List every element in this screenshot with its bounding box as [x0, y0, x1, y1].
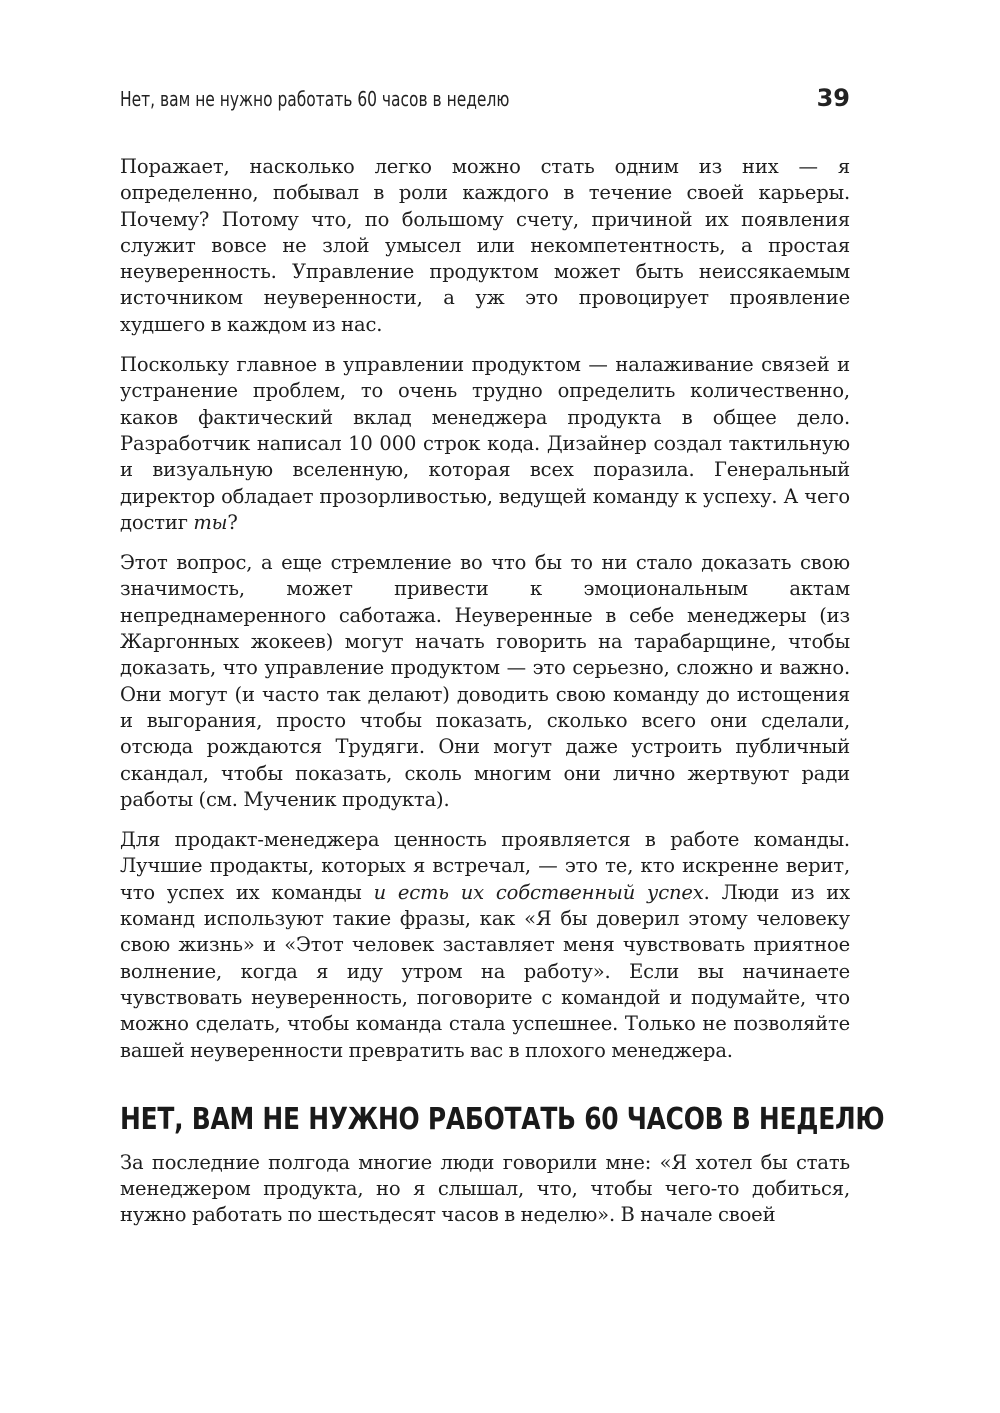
section-heading: НЕТ, ВАМ НЕ НУЖНО РАБОТАТЬ 60 ЧАСОВ В НЕДЕЛЮ — [120, 1101, 885, 1137]
running-title: Нет, вам не нужно работать 60 часов в неделю — [120, 87, 510, 111]
text-run: ? — [227, 510, 238, 534]
italic-phrase: ты — [193, 510, 228, 534]
book-page — [120, 84, 885, 1243]
text-run: . Люди из их команд используют такие фразы, как «Я бы доверил этому человеку свою жизнь» и «Этот человек заставляет меня чувствовать приятное волнение, когда я иду утром на работу». Если вы начинаете чувствовать неуверенность, поговорите с командой и подумайте, что можно сделать, чтобы команда стала успешнее. Только не позволяйте вашей неуверенности превратить вас в плохого менеджера. — [120, 880, 851, 1062]
section-paragraph-1 — [120, 1150, 850, 1229]
paragraph-4 — [120, 827, 850, 1064]
text-run: Поражает, насколько легко можно стать одним из них — я определенно, побывал в роли каждого в течение своей карьеры. Почему? Потому что, по большому счету, причиной их появления служит вовсе не злой умысел или некомпетентность, а простая неуверенность. Управление продуктом может быть неиссякаемым источником неуверенности, а уж это провоцирует проявление худшего в каждом из нас. — [120, 155, 850, 336]
paragraph-1 — [120, 154, 850, 338]
italic-phrase: и есть их собственный успех — [373, 880, 704, 904]
text-run: За последние полгода многие люди говорили мне: «Я хотел бы стать менеджером продукта, но я слышал, что, чтобы чего-то добиться, нужно работать по шестьдесят часов в неделю». В начале своей — [120, 1150, 850, 1227]
page-number: 39 — [816, 84, 850, 112]
paragraph-3 — [120, 550, 850, 813]
running-header — [120, 84, 850, 124]
paragraph-2 — [120, 352, 850, 536]
text-run: Этот вопрос, а еще стремление во что бы то ни стало доказать свою значимость, может привести к эмоциональным актам непреднамеренного саботажа. Неуверенные в себе менеджеры (из Жаргонных жокеев) могут начать говорить на тарабарщине, чтобы доказать, что управление продуктом — это серьезно, сложно и важно. Они могут (и часто так делают) доводить свою команду до истощения и выгорания, просто чтобы показать, сколько всего они сделали, отсюда рождаются Трудяги. Они могут даже устроить публичный скандал, чтобы показать, сколь многим они лично жертвуют ради работы (см. Мученик продукта). — [120, 551, 850, 811]
body-text — [120, 154, 885, 1229]
text-run: Поскольку главное в управлении продуктом — налаживание связей и устранение проблем, то очень трудно определить количественно, каков фактический вклад менеджера продукта в общее дело. Разработчик написал 10 000 строк кода. Дизайнер создал тактильную и визуальную вселенную, которая всех поразила. Генеральный директор обладает прозорливостью, ведущей команду к успеху. А чего достиг — [120, 353, 850, 534]
text-run: Для продакт-менеджера ценность проявляется в работе команды. Лучшие продакты, которых я встречал, — это те, кто искренне верит, что успех их команды — [120, 828, 850, 904]
